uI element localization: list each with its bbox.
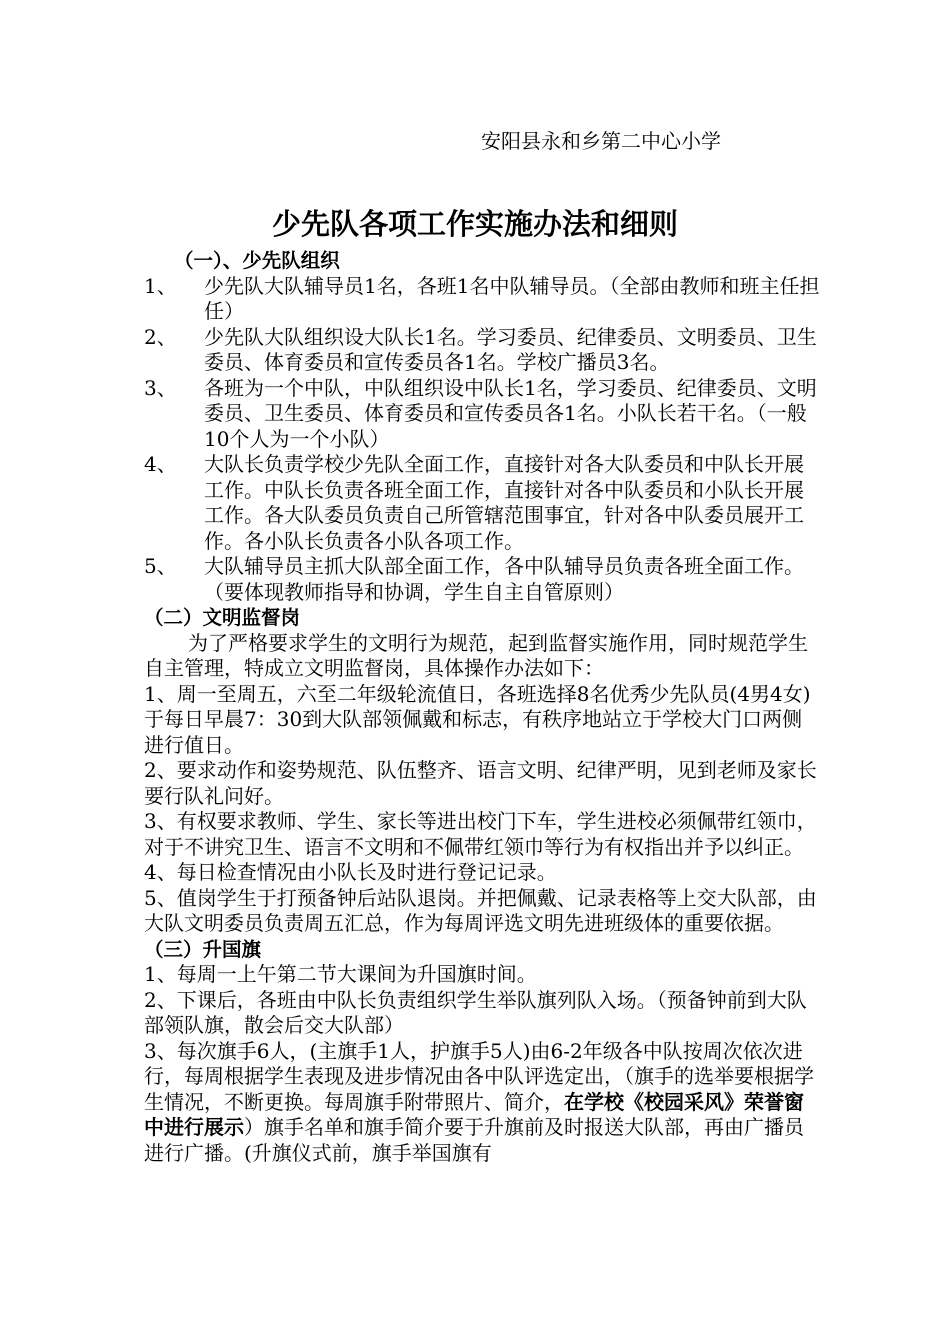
- section1-heading: （一）、少先队组织: [174, 249, 340, 272]
- list-item-number: 2、: [144, 324, 177, 349]
- list-item-number: 1、: [144, 273, 177, 298]
- list-item-number: 3、: [144, 375, 177, 400]
- section2-intro: 为了严格要求学生的文明行为规范，起到监督实施作用，同时规范学生自主管理，特成立文明监督岗，具体操作办法如下：: [144, 630, 808, 680]
- list-item-number: 4、: [144, 452, 177, 476]
- list-item-text: 大队辅导员主抓大队部全面工作，各中队辅导员负责各班全面工作。（要体现教师指导和协调，学生自主自管原则）: [204, 554, 804, 604]
- list-item: [144, 325, 820, 376]
- list-item-text: 大队长负责学校少先队全面工作，直接针对各大队委员和中队长开展工作。中队长负责各班全面工作，直接针对各中队委员和小队长开展工作。各大队委员负责自己所管辖范围事宜，针对各中队委员展开工作。各小队长负责各小队各项工作。: [204, 452, 804, 553]
- paragraph: 2、要求动作和姿势规范、队伍整齐、语言文明、纪律严明，见到老师及家长要行队礼问好。: [144, 758, 817, 808]
- list-item-text: 少先队大队辅导员1名，各班1名中队辅导员。（全部由教师和班主任担任）: [204, 273, 820, 323]
- emphasis-text: 在学校《校园采风》荣誉窗中进行展示: [144, 1089, 804, 1139]
- paragraph-text: 3、每次旗手6人，(主旗手1人，护旗手5人)由6-2年级各中队按周次依次进行，每周根据学生表现及进步情况由各中队评选定出，（旗手的选举要根据学生情况，不断更换。每周旗手附带照片、简介，: [144, 1038, 814, 1114]
- paragraph: 1、每周一上午第二节大课间为升国旗时间。: [144, 962, 537, 986]
- list-item: [144, 554, 820, 605]
- paragraph: 5、值岗学生于打预备钟后站队退岗。并把佩戴、记录表格等上交大队部，由大队文明委员负责周五汇总，作为每周评选文明先进班级体的重要依据。: [144, 885, 817, 935]
- paragraph: 4、每日检查情况由小队长及时进行登记记录。: [144, 860, 557, 884]
- list-item: [144, 452, 820, 554]
- section3-heading: （三）升国旗: [144, 937, 262, 961]
- paragraph-text: ）旗手名单和旗手简介要于升旗前及时报送大队部，再由广播员进行广播。(升旗仪式前，旗手举国旗有: [144, 1115, 804, 1165]
- list-item-text: 各班为一个中队，中队组织设中队长1名，学习委员、纪律委员、文明委员、卫生委员、体育委员和宣传委员各1名。小队长若干名。（一般10个人为一个小队）: [204, 375, 817, 451]
- list-item: [144, 274, 820, 325]
- paragraph: [144, 1039, 820, 1167]
- document-body: [144, 248, 820, 1166]
- list-item: [144, 376, 820, 453]
- list-item-text: 少先队大队组织设大队长1名。学习委员、纪律委员、文明委员、卫生委员、体育委员和宣传委员各1名。学校广播员3名。: [204, 324, 817, 374]
- section2-heading: （二）文明监督岗: [144, 606, 301, 629]
- document-title: 少先队各项工作实施办法和细则: [271, 207, 678, 241]
- paragraph: 1、周一至周五，六至二年级轮流值日，各班选择8名优秀少先队员(4男4女)于每日早晨7：30到大队部领佩戴和标志，有秩序地站立于学校大门口两侧进行值日。: [144, 681, 811, 757]
- paragraph: 3、有权要求教师、学生、家长等进出校门下车，学生进校必须佩带红领巾，对于不讲究卫生、语言不文明和不佩带红领巾等行为有权指出并予以纠正。: [144, 809, 817, 859]
- paragraph: 2、下课后，各班由中队长负责组织学生举队旗列队入场。（预备钟前到大队部领队旗，散会后交大队部）: [144, 987, 807, 1037]
- list-item-number: 5、: [144, 554, 177, 578]
- school-name: 安阳县永和乡第二中心小学: [481, 129, 721, 153]
